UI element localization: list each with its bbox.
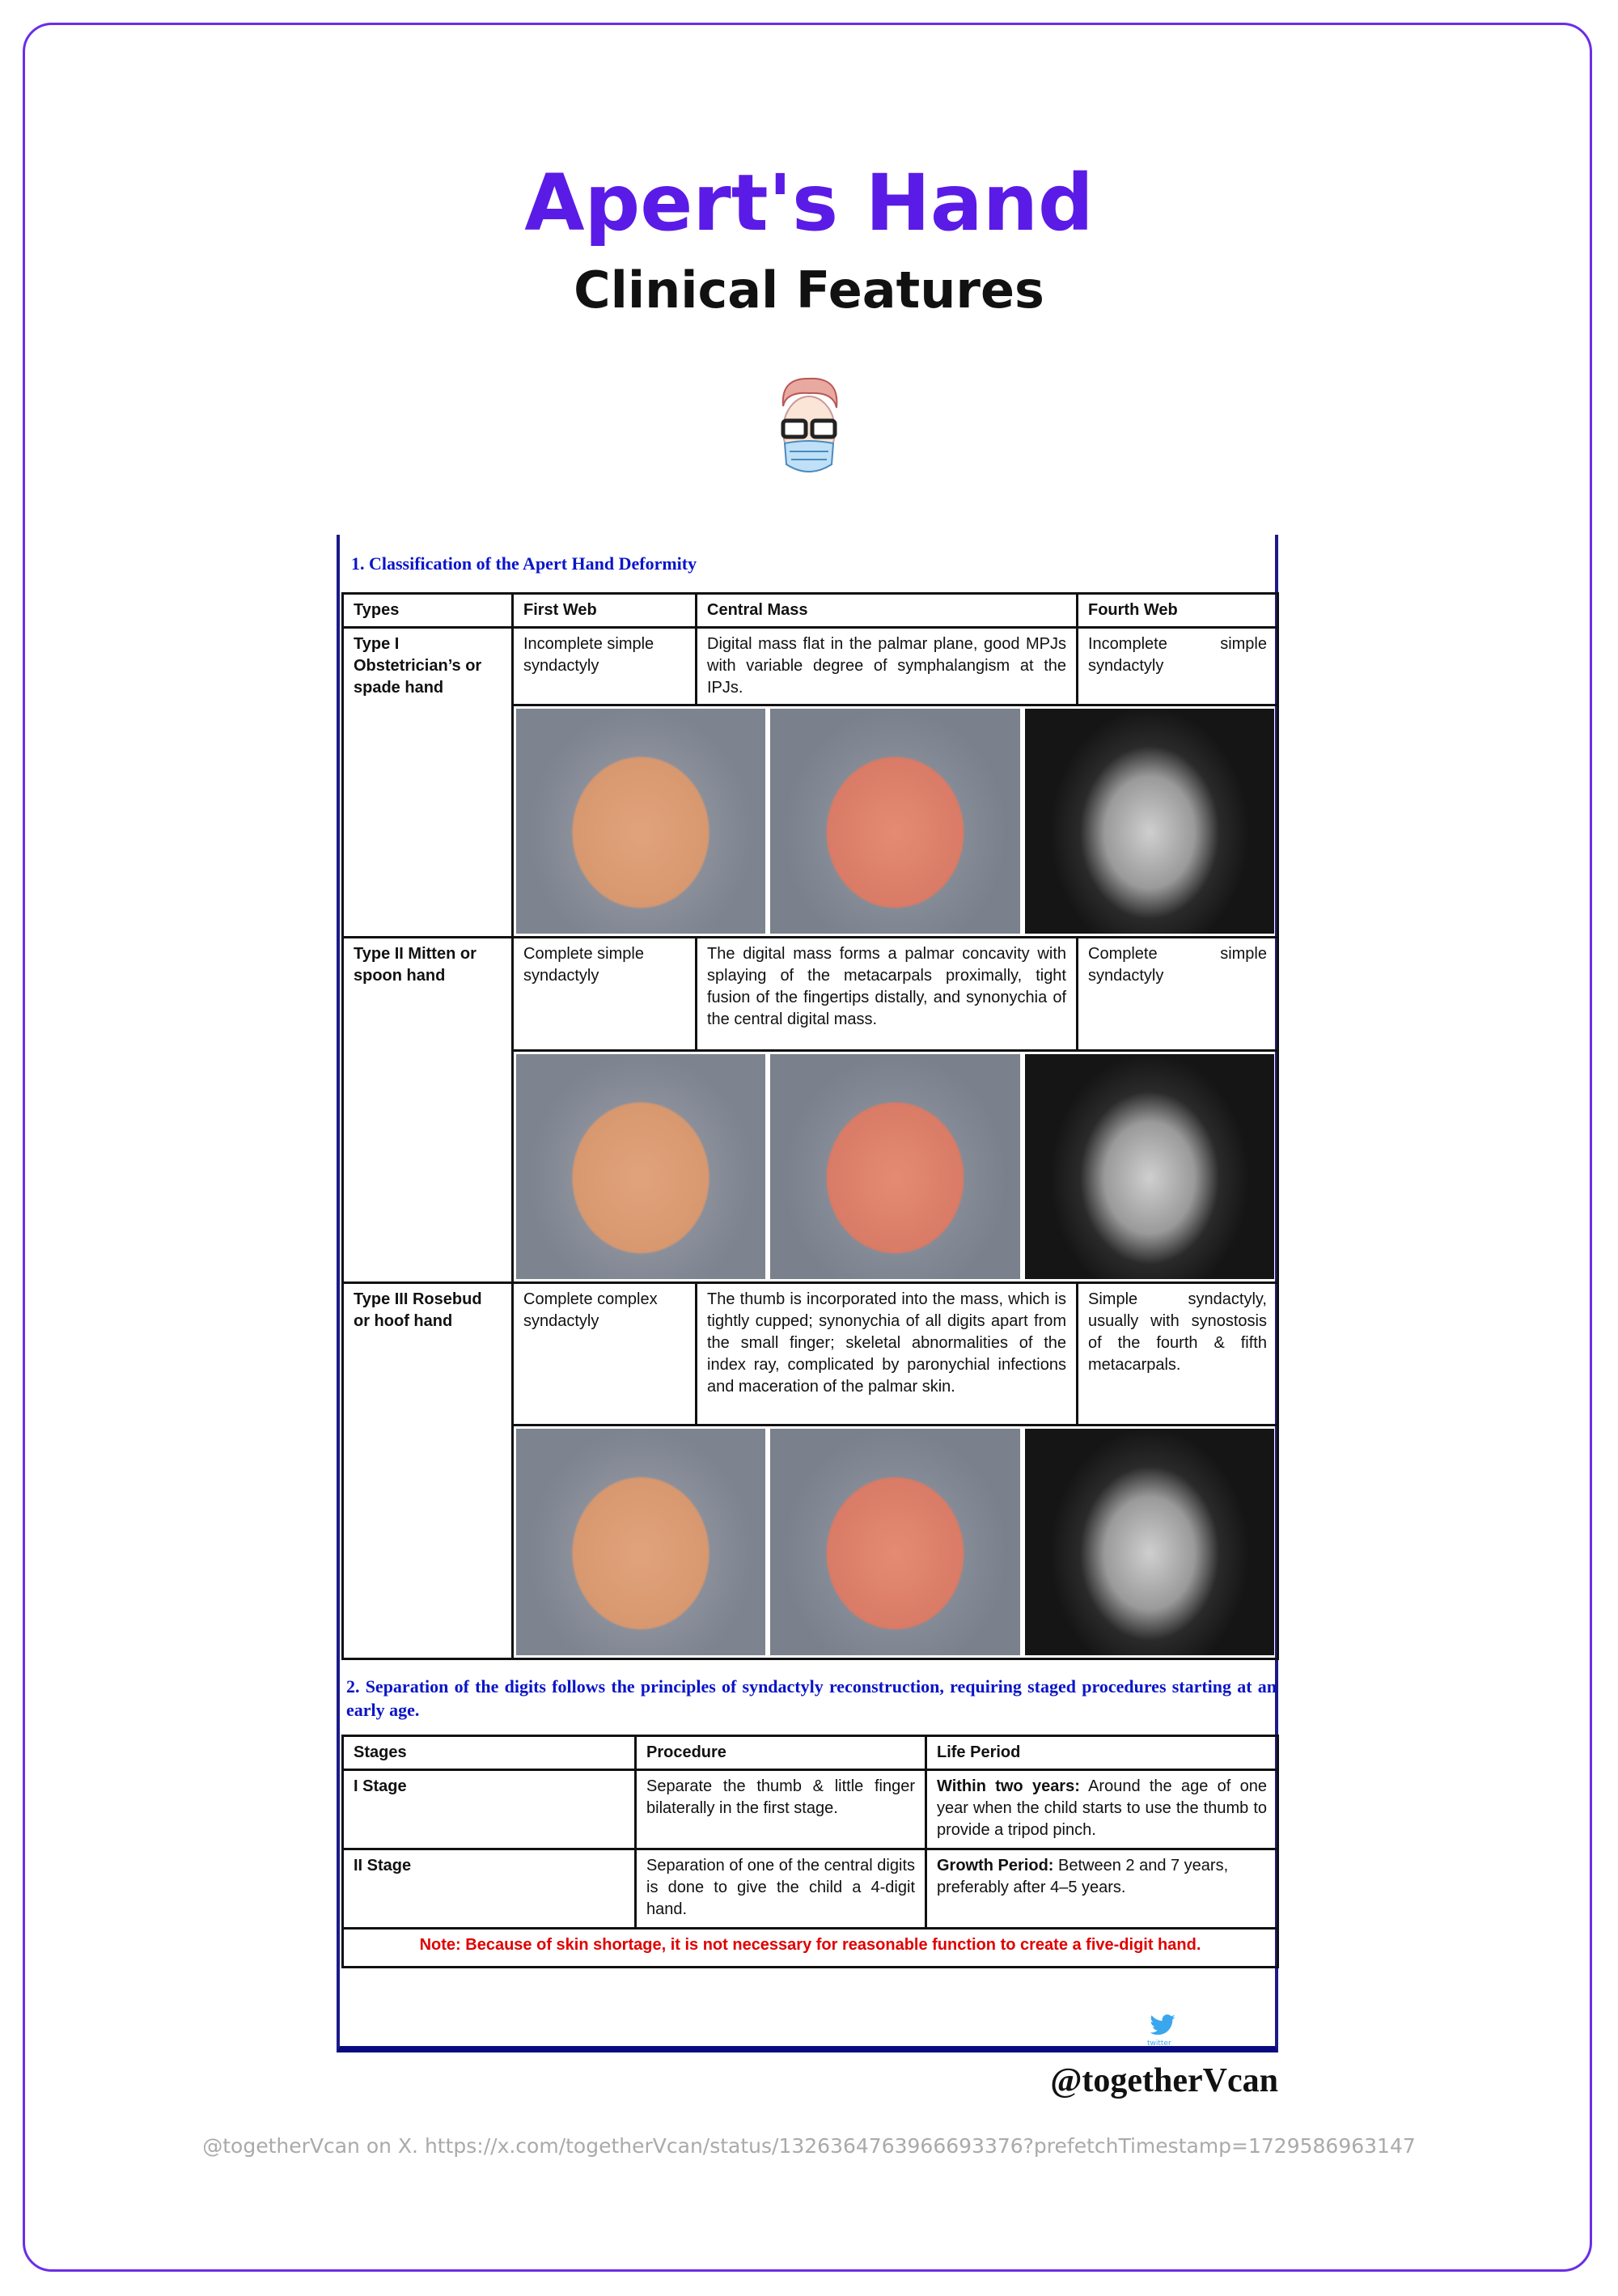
section1-heading: 1. Classification of the Apert Hand Deformity [351,553,697,574]
column-header: Procedure [636,1736,926,1770]
table-header-row [343,1736,1278,1770]
first-web-cell: Complete simple syndactyly [513,938,697,1051]
column-header: Types [343,594,513,628]
period-label: Within two years: [937,1777,1080,1795]
classification-table [341,592,1279,1660]
stage-cell: I Stage [343,1770,636,1849]
first-web-cell: Incomplete simple syndactyly [513,628,697,705]
central-mass-cell: The thumb is incorporated into the mass, which is tightly cupped; synonychia of all digits apart from the small finger; skeletal abnormalities of the index ray, complicated by paronychial infections and maceration of the palmar skin. [697,1283,1078,1425]
central-mass-cell: Digital mass flat in the palmar plane, good MPJs with variable degree of symphalangism at the IPJs. [697,628,1078,705]
page-subtitle: Clinical Features [574,261,1044,320]
hand-palmar-photo [770,1054,1019,1279]
hand-palmar-photo [770,709,1019,934]
twitter-label: twitter [1147,2040,1171,2048]
document-content [341,553,1277,1968]
doctor-avatar-icon [769,374,849,485]
twitter-bird-icon [1149,2011,1176,2039]
stage-cell: II Stage [343,1849,636,1929]
table-row [343,628,1278,705]
table-row [343,1283,1278,1425]
period-label: Growth Period: [937,1857,1054,1875]
table-header-row [343,594,1278,628]
type-cell: Type I Obstetrician’s or spade hand [343,628,513,938]
column-header: Fourth Web [1078,594,1278,628]
hand-dorsal-photo [516,1429,765,1655]
first-web-cell: Complete complex syndactyly [513,1283,697,1425]
hand-palmar-photo [770,1429,1019,1655]
type3-images [513,1425,1278,1659]
hand-xray-image [1025,709,1274,934]
column-header: First Web [513,594,697,628]
procedure-cell: Separation of one of the central digits is done to give the child a 4-digit hand. [636,1849,926,1929]
type-cell: Type II Mitten or spoon hand [343,938,513,1283]
type-cell: Type III Rosebud or hoof hand [343,1283,513,1659]
type2-images [513,1051,1278,1283]
note-text: Note: Because of skin shortage, it is not necessary for reasonable function to create a five-digit hand. [343,1929,1278,1968]
hand-xray-image [1025,1429,1274,1655]
table-row [343,1849,1278,1929]
twitter-handle: @togetherVcan [1050,2062,1278,2099]
procedure-cell: Separate the thumb & little finger bilaterally in the first stage. [636,1770,926,1849]
hand-dorsal-photo [516,1054,765,1279]
note-row [343,1929,1278,1968]
central-mass-cell: The digital mass forms a palmar concavity with splaying of the metacarpals proximally, tight fusion of the fingertips distally, and synonychia of the central digital mass. [697,938,1078,1051]
life-period-cell [926,1770,1278,1849]
table-row [343,1770,1278,1849]
column-header: Central Mass [697,594,1078,628]
table-row [343,938,1278,1051]
fourth-web-cell: Incomplete simple syndactyly [1078,628,1278,705]
section2-heading: 2. Separation of the digits follows the principles of syndactyly reconstruction, requiring staged procedures starting at an early age. [346,1676,1277,1720]
column-header: Life Period [926,1736,1278,1770]
type1-images [513,705,1278,938]
hand-dorsal-photo [516,709,765,934]
fourth-web-cell: Complete simple syndactyly [1078,938,1278,1051]
page-title: Apert's Hand [524,158,1094,248]
period-text: Between 2 and 7 years, preferably after 4–5 years. [937,1857,1229,1896]
fourth-web-cell: Simple syndactyly, usually with synostosis of the fourth & fifth metacarpals. [1078,1283,1278,1425]
hand-xray-image [1025,1054,1274,1279]
source-footer: @togetherVcan on X. https://x.com/togetherVcan/status/1326364763966693376?prefetchTimestamp=1729586963147 [202,2134,1416,2158]
life-period-cell [926,1849,1278,1929]
period-text: Around the age of one year when the child starts to use the thumb to provide a tripod pinch. [937,1777,1267,1839]
stages-table [341,1735,1279,1968]
column-header: Stages [343,1736,636,1770]
